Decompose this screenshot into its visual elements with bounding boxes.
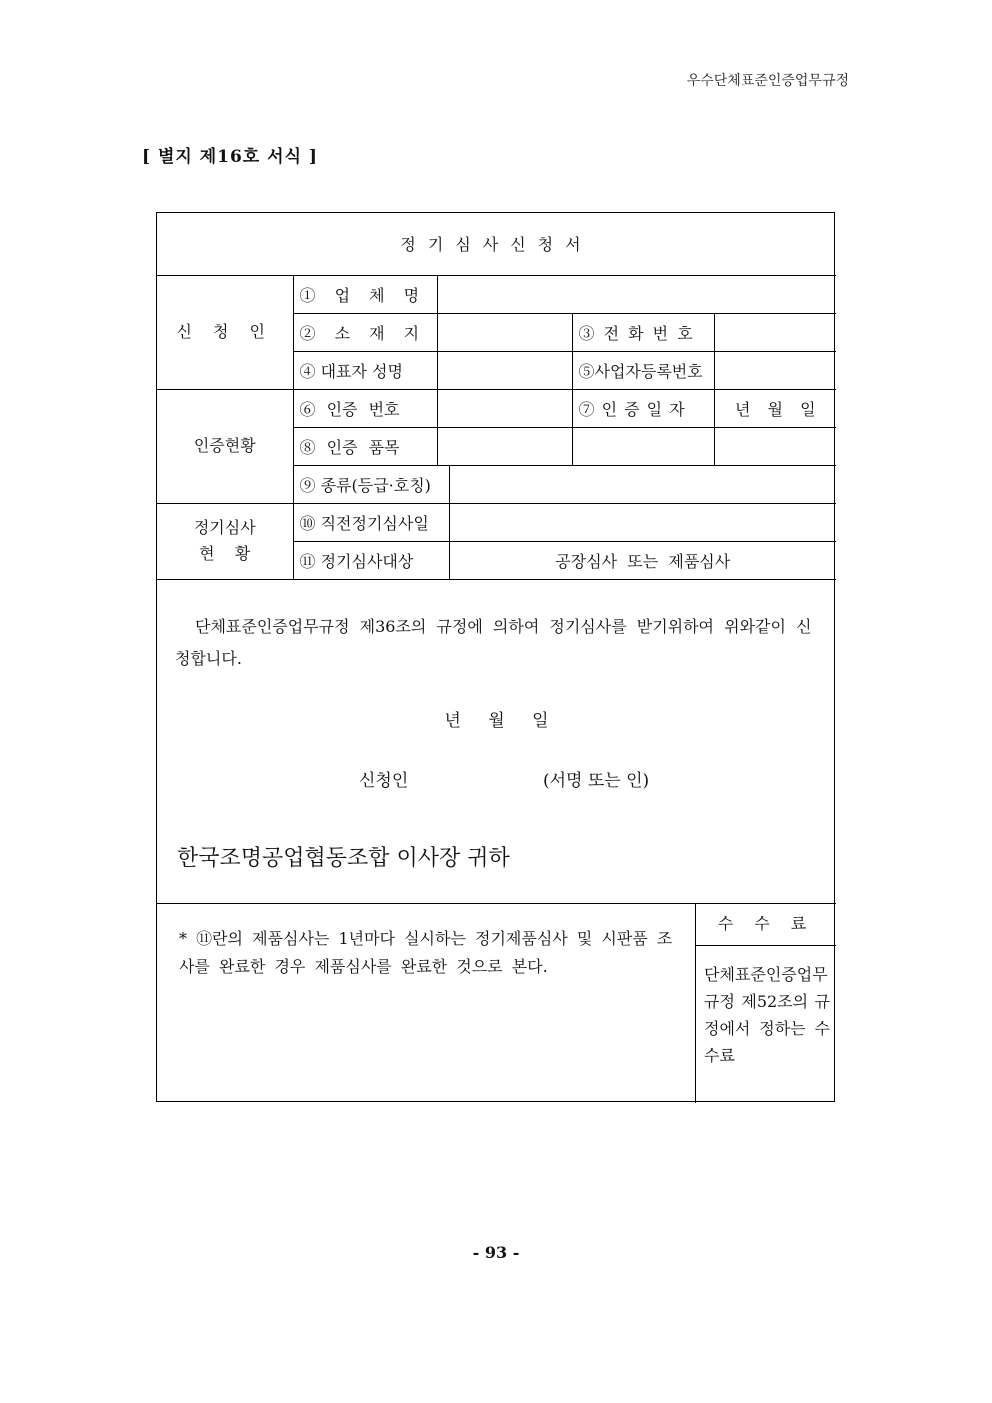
statement-section: [157, 589, 836, 904]
phone-label: ③ 전 화 번 호: [572, 313, 714, 351]
fee-header: 수 수 료: [696, 903, 836, 946]
location-label: ② 소 재 지: [293, 313, 437, 351]
cert-item-extra-field[interactable]: [572, 427, 714, 465]
location-field[interactable]: [437, 313, 572, 351]
review-target-label: ⑪ 정기심사대상: [293, 541, 449, 579]
addressee: 한국조명공업협동조합 이사장 귀하: [177, 846, 510, 871]
signature-note: (서명 또는 인): [543, 771, 650, 791]
representative-field[interactable]: [437, 351, 572, 389]
last-review-field[interactable]: [449, 503, 836, 541]
cert-group-label: 인증현황: [157, 389, 293, 503]
statement-text: 단체표준인증업무규정 제36조의 규정에 의하여 정기심사를 받기위하여 위와같이 신청합니다.: [175, 617, 812, 668]
form-label: [ 별지 제16호 서식 ]: [142, 147, 318, 167]
cert-item-field[interactable]: [437, 427, 572, 465]
phone-field[interactable]: [714, 313, 836, 351]
cert-number-label: ⑥ 인증 번호: [293, 389, 437, 427]
note-text: * ⑪란의 제품심사는 1년마다 실시하는 정기제품심사 및 시판품 조사를 완료한 경우 제품심사를 완료한 것으로 본다.: [179, 929, 673, 976]
fee-text: 단체표준인증업무규정 제52조의 규정에서 정하는 수수료: [704, 965, 830, 1065]
statement-date[interactable]: 년 월 일: [444, 711, 549, 731]
cert-item-label: ⑧ 인증 품목: [293, 427, 437, 465]
review-group-label: [157, 503, 293, 579]
applicant-signature-label: 신청인: [359, 771, 409, 791]
application-form: [156, 212, 835, 1102]
note-section: [157, 903, 696, 1103]
review-group-line1: 정기심사: [193, 518, 256, 537]
company-name-label: ① 업 체 명: [293, 275, 437, 313]
cert-number-field[interactable]: [437, 389, 572, 427]
running-header: 우수단체표준인증업무규정: [686, 73, 849, 89]
review-target-field[interactable]: 공장심사 또는 제품심사: [449, 541, 836, 579]
cert-item-extra-field-2[interactable]: [714, 427, 836, 465]
page-number: - 93 -: [472, 1243, 520, 1262]
last-review-label: ⑩ 직전정기심사일: [293, 503, 449, 541]
representative-label: ④ 대표자 성명: [293, 351, 437, 389]
cert-date-label: ⑦ 인 증 일 자: [572, 389, 714, 427]
form-table: [157, 213, 836, 580]
form-title: 정기심사신청서: [157, 213, 836, 275]
company-name-field[interactable]: [437, 275, 836, 313]
type-field[interactable]: [449, 465, 836, 503]
business-reg-field[interactable]: [714, 351, 836, 389]
cert-date-field[interactable]: 년 월 일: [714, 389, 836, 427]
business-reg-label: ⑤사업자등록번호: [572, 351, 714, 389]
review-group-line2: 현 황: [199, 544, 251, 563]
applicant-group-label: 신 청 인: [157, 275, 293, 389]
type-label: ⑨ 종류(등급·호칭): [293, 465, 449, 503]
